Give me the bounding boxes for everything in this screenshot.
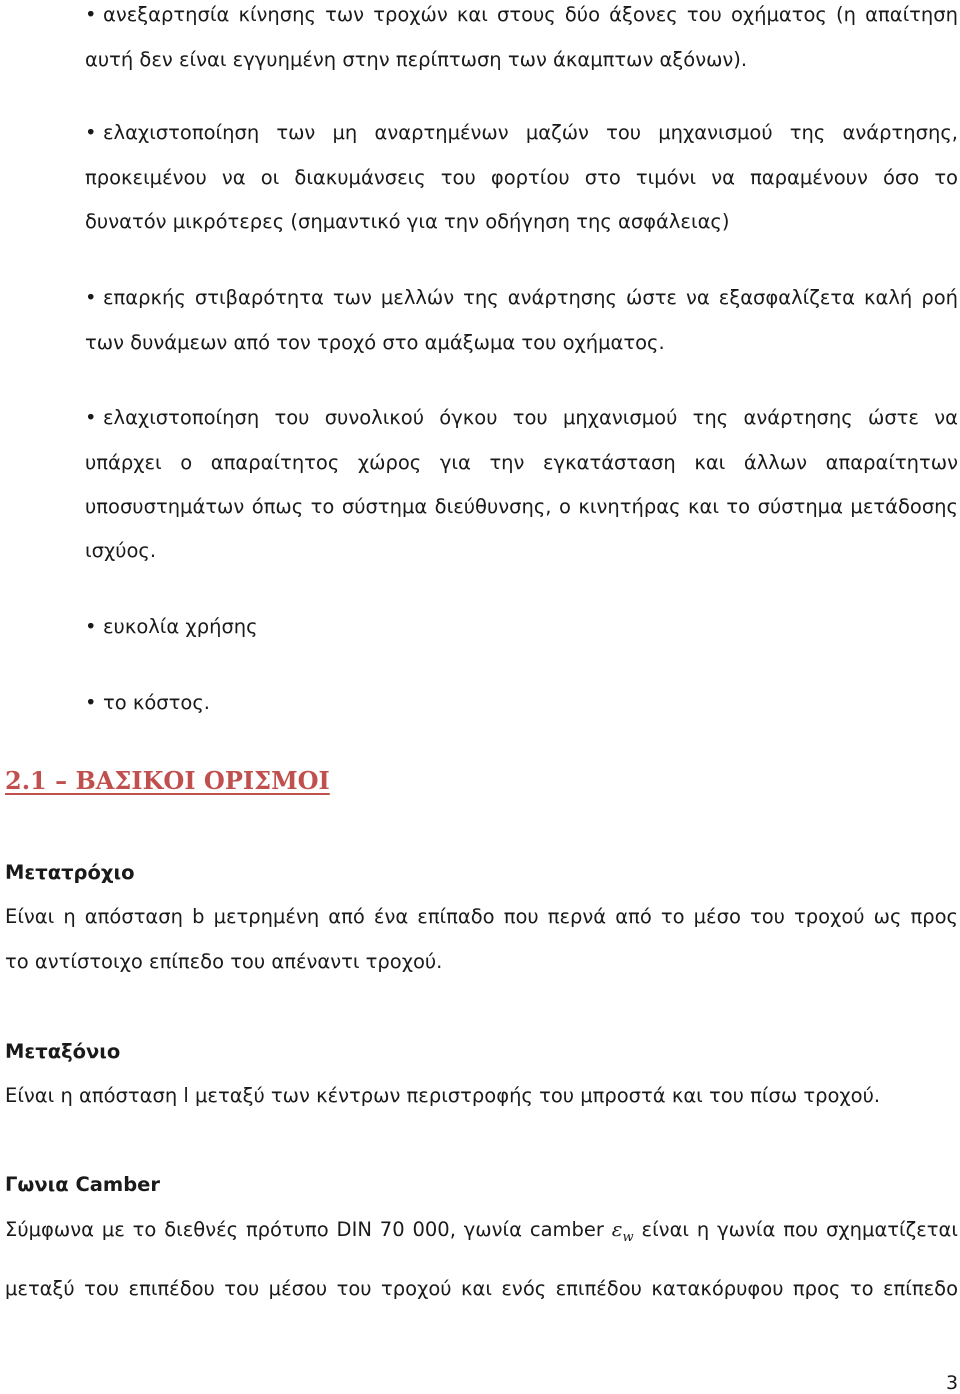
bullet-4-line-3: υποσυστημάτων όπως το σύστημα διεύθυνσης, ο κινητήρας και το σύστημα μετάδοσης (85, 495, 958, 518)
definition-term-track: Μετατρόχιο (5, 861, 135, 884)
bullet-1-line-1: ανεξαρτησία κίνησης των τροχών και στους δύο άξονες του οχήματος (η απαίτηση (103, 3, 958, 26)
camber-text-a: Σύμφωνα με το διεθνές πρότυπο DIN 70 000, γωνία camber (5, 1218, 604, 1241)
bullet-marker: • (85, 286, 97, 309)
definition-camber-line-2: μεταξύ του επιπέδου του μέσου του τροχού και ενός επιπέδου κατακόρυφου προς το επίπεδο (5, 1277, 958, 1300)
bullet-1-line-2: αυτή δεν είναι εγγυημένη στην περίπτωση των άκαμπτων αξόνων). (85, 48, 748, 71)
bullet-marker: • (85, 406, 97, 429)
bullet-marker: • (85, 691, 97, 714)
page-number: 3 (946, 1372, 959, 1394)
bullet-6-line-1: το κόστος. (103, 691, 210, 714)
camber-text-b: είναι η γωνία που σχηματίζεται (641, 1218, 958, 1241)
bullet-3-line-2: των δυνάμεων από τον τροχό στο αμάξωμα του οχήματος. (85, 331, 665, 354)
bullet-4-line-2: υπάρχει ο απαραίτητος χώρος για την εγκατάσταση και άλλων απαραίτητων (85, 451, 958, 474)
camber-symbol-subscript: w (622, 1230, 634, 1245)
definition-wheelbase-line-1: Είναι η απόσταση l μεταξύ των κέντρων περιστροφής του μπροστά και του πίσω τροχού. (5, 1084, 881, 1107)
definition-track-line-2: το αντίστοιχο επίπεδο του απέναντι τροχού. (5, 950, 443, 973)
bullet-3-line-1: επαρκής στιβαρότητα των μελλών της ανάρτησης ώστε να εξασφαλίζετα καλή ροή (103, 286, 958, 309)
bullet-marker: • (85, 615, 97, 638)
bullet-2-line-3: δυνατόν μικρότερες (σημαντικό για την οδήγηση της ασφάλειας) (85, 210, 730, 233)
definition-track-line-1: Είναι η απόσταση b μετρημένη από ένα επίπαδο που περνά από το μέσο του τροχού ως προς (5, 905, 958, 928)
camber-symbol-epsilon: ε (611, 1217, 623, 1241)
bullet-5-line-1: ευκολία χρήσης (103, 615, 258, 638)
bullet-4-line-1: ελαχιστοποίηση του συνολικού όγκου του μηχανισμού της ανάρτησης ώστε να (103, 406, 958, 429)
definition-camber-line-1 (5, 1218, 958, 1249)
definition-term-wheelbase: Μεταξόνιο (5, 1040, 121, 1063)
bullet-marker: • (85, 3, 97, 26)
bullet-marker: • (85, 121, 97, 144)
bullet-2-line-1: ελαχιστοποίηση των μη αναρτημένων μαζών του μηχανισμού της ανάρτησης, (103, 121, 958, 144)
bullet-4-line-4: ισχύος. (85, 539, 157, 562)
definition-term-camber: Γωνια Camber (5, 1173, 161, 1196)
section-heading: 2.1 – ΒΑΣΙΚΟΙ ΟΡΙΣΜΟΙ (5, 766, 330, 795)
bullet-2-line-2: προκειμένου να οι διακυμάνσεις του φορτίου στο τιμόνι να παραμένουν όσο το (85, 166, 958, 189)
camber-symbol (612, 1218, 634, 1249)
